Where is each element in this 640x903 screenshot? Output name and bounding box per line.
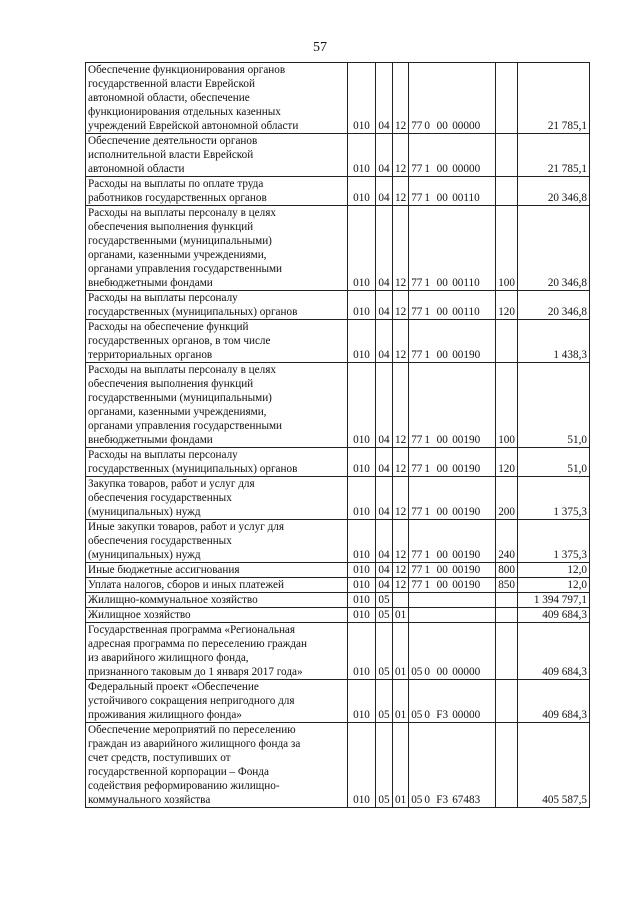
row-name: Расходы на выплаты персоналу государственных (муниципальных) органов [86, 448, 348, 477]
cs-part-subprogram: 0 [424, 794, 430, 806]
table-row [86, 177, 590, 206]
row-section-code: 04 [376, 363, 393, 448]
row-name: Расходы на выплаты по оплате труда работников государственных органов [86, 177, 348, 206]
row-section-code: 05 [376, 623, 393, 680]
cs-part-expense: 00190 [452, 564, 481, 576]
row-expense-type-code: 200 [496, 477, 518, 520]
row-target-article-code [409, 320, 496, 363]
row-target-article-code [409, 477, 496, 520]
cs-part-expense: 67483 [452, 794, 481, 806]
cs-part-subprogram: 1 [424, 163, 430, 175]
cs-part-subprogram: 1 [424, 277, 430, 289]
cs-part-program: 77 [411, 192, 423, 204]
cs-part-program: 77 [411, 549, 423, 561]
row-expense-type-code: 800 [496, 563, 518, 578]
cs-part-direction: 00 [436, 349, 448, 361]
row-subsection-code: 12 [393, 448, 409, 477]
row-amount: 51,0 [517, 448, 589, 477]
row-amount: 405 587,5 [517, 723, 589, 808]
row-name: Жилищно-коммунальное хозяйство [86, 593, 348, 608]
table-row [86, 593, 590, 608]
row-expense-type-code: 120 [496, 291, 518, 320]
table-row [86, 320, 590, 363]
budget-table [85, 62, 590, 808]
row-section-code: 04 [376, 520, 393, 563]
cs-part-expense: 00000 [452, 666, 481, 678]
table-row [86, 520, 590, 563]
row-ministry-code: 010 [348, 608, 376, 623]
cs-part-expense: 00190 [452, 549, 481, 561]
row-subsection-code: 12 [393, 134, 409, 177]
page-number: 57 [313, 40, 327, 55]
cs-part-direction: 00 [436, 434, 448, 446]
row-expense-type-code [496, 320, 518, 363]
cs-part-subprogram: 1 [424, 306, 430, 318]
table-row [86, 448, 590, 477]
table-row [86, 291, 590, 320]
cs-part-subprogram: 1 [424, 579, 430, 591]
cs-part-expense: 00110 [452, 192, 480, 204]
row-target-article-code [409, 363, 496, 448]
cs-part-expense: 00190 [452, 463, 481, 475]
table-row [86, 623, 590, 680]
row-expense-type-code: 850 [496, 578, 518, 593]
row-section-code: 04 [376, 63, 393, 134]
cs-part-subprogram: 0 [424, 120, 430, 132]
table-row [86, 363, 590, 448]
cs-part-program: 77 [411, 564, 423, 576]
row-subsection-code: 12 [393, 206, 409, 291]
row-ministry-code: 010 [348, 63, 376, 134]
row-amount: 12,0 [517, 563, 589, 578]
table-row [86, 206, 590, 291]
row-amount: 20 346,8 [517, 206, 589, 291]
row-ministry-code: 010 [348, 578, 376, 593]
cs-part-program: 77 [411, 120, 423, 132]
row-expense-type-code: 100 [496, 206, 518, 291]
row-target-article-code [409, 291, 496, 320]
row-expense-type-code [496, 623, 518, 680]
row-ministry-code: 010 [348, 723, 376, 808]
cs-part-expense: 00190 [452, 579, 481, 591]
cs-part-direction: F3 [436, 709, 449, 721]
row-target-article-code [409, 448, 496, 477]
row-section-code: 04 [376, 563, 393, 578]
row-ministry-code: 010 [348, 206, 376, 291]
cs-part-direction: 00 [436, 506, 448, 518]
row-ministry-code: 010 [348, 563, 376, 578]
row-subsection-code [393, 593, 409, 608]
row-name: Жилищное хозяйство [86, 608, 348, 623]
row-ministry-code: 010 [348, 623, 376, 680]
table-row [86, 608, 590, 623]
row-name: Закупка товаров, работ и услуг для обеспечения государственных (муниципальных) нужд [86, 477, 348, 520]
row-expense-type-code: 100 [496, 363, 518, 448]
row-expense-type-code: 240 [496, 520, 518, 563]
row-section-code: 04 [376, 206, 393, 291]
cs-part-program: 77 [411, 306, 423, 318]
row-ministry-code: 010 [348, 320, 376, 363]
row-name: Расходы на выплаты персоналу в целях обеспечения выполнения функций государственными (муниципальными) органами, казенными учреждениями, органами управления государственными внебюджетными фондами [86, 206, 348, 291]
row-expense-type-code [496, 134, 518, 177]
cs-part-program: 77 [411, 579, 423, 591]
table-row [86, 63, 590, 134]
row-ministry-code: 010 [348, 291, 376, 320]
row-amount: 20 346,8 [517, 291, 589, 320]
row-section-code: 04 [376, 134, 393, 177]
cs-part-subprogram: 0 [424, 666, 430, 678]
table-row [86, 680, 590, 723]
cs-part-expense: 00000 [452, 709, 481, 721]
row-amount: 20 346,8 [517, 177, 589, 206]
row-section-code: 04 [376, 320, 393, 363]
table-row [86, 578, 590, 593]
row-subsection-code: 12 [393, 320, 409, 363]
cs-part-expense: 00190 [452, 506, 481, 518]
row-ministry-code: 010 [348, 477, 376, 520]
row-target-article-code [409, 723, 496, 808]
row-section-code: 04 [376, 578, 393, 593]
row-section-code: 05 [376, 723, 393, 808]
row-section-code: 04 [376, 448, 393, 477]
row-target-article-code [409, 593, 496, 608]
row-subsection-code: 12 [393, 177, 409, 206]
row-target-article-code [409, 680, 496, 723]
row-amount: 409 684,3 [517, 680, 589, 723]
cs-part-program: 77 [411, 463, 423, 475]
cs-part-program: 77 [411, 506, 423, 518]
row-target-article-code [409, 608, 496, 623]
cs-part-program: 77 [411, 349, 423, 361]
cs-part-program: 77 [411, 434, 423, 446]
table-body [86, 63, 590, 808]
cs-part-direction: 00 [436, 306, 448, 318]
row-subsection-code: 12 [393, 477, 409, 520]
row-name: Расходы на выплаты персоналу в целях обеспечения выполнения функций государственными (муниципальными) органами, казенными учреждениями, органами управления государственными внебюджетными фондами [86, 363, 348, 448]
table-row [86, 563, 590, 578]
row-subsection-code: 12 [393, 578, 409, 593]
row-name: Обеспечение деятельности органов исполнительной власти Еврейской автономной области [86, 134, 348, 177]
row-target-article-code [409, 206, 496, 291]
row-amount: 409 684,3 [517, 623, 589, 680]
cs-part-expense: 00190 [452, 434, 481, 446]
cs-part-direction: F3 [436, 794, 449, 806]
row-name: Расходы на обеспечение функций государственных органов, в том числе территориальных органов [86, 320, 348, 363]
cs-part-subprogram: 1 [424, 349, 430, 361]
row-expense-type-code: 120 [496, 448, 518, 477]
row-amount: 12,0 [517, 578, 589, 593]
row-expense-type-code [496, 723, 518, 808]
row-amount: 1 375,3 [517, 520, 589, 563]
row-ministry-code: 010 [348, 680, 376, 723]
row-section-code: 04 [376, 291, 393, 320]
cs-part-expense: 00110 [452, 306, 480, 318]
row-section-code: 05 [376, 608, 393, 623]
row-expense-type-code [496, 608, 518, 623]
row-amount: 1 375,3 [517, 477, 589, 520]
row-target-article-code [409, 623, 496, 680]
cs-part-subprogram: 1 [424, 434, 430, 446]
cs-part-direction: 00 [436, 463, 448, 475]
row-subsection-code: 12 [393, 563, 409, 578]
row-ministry-code: 010 [348, 363, 376, 448]
row-subsection-code: 01 [393, 623, 409, 680]
row-name: Государственная программа «Региональная адресная программа по переселению граждан из аварийного жилищного фонда, признанного таковым до 1 января 2017 года» [86, 623, 348, 680]
row-ministry-code: 010 [348, 520, 376, 563]
cs-part-subprogram: 1 [424, 506, 430, 518]
row-name: Обеспечение функционирования органов государственной власти Еврейской автономной области, обеспечение функционирования отдельных казенных учреждений Еврейской автономной области [86, 63, 348, 134]
cs-part-expense: 00000 [452, 120, 481, 132]
row-subsection-code: 12 [393, 520, 409, 563]
row-amount: 1 438,3 [517, 320, 589, 363]
cs-part-program: 77 [411, 277, 423, 289]
table-row [86, 134, 590, 177]
cs-part-direction: 00 [436, 277, 448, 289]
row-name: Расходы на выплаты персоналу государственных (муниципальных) органов [86, 291, 348, 320]
row-section-code: 04 [376, 177, 393, 206]
cs-part-program: 05 [411, 666, 423, 678]
row-subsection-code: 01 [393, 723, 409, 808]
table-row [86, 723, 590, 808]
cs-part-subprogram: 1 [424, 463, 430, 475]
row-amount: 51,0 [517, 363, 589, 448]
table-row [86, 477, 590, 520]
row-ministry-code: 010 [348, 177, 376, 206]
cs-part-expense: 00000 [452, 163, 481, 175]
cs-part-subprogram: 1 [424, 192, 430, 204]
row-subsection-code: 12 [393, 363, 409, 448]
row-amount: 1 394 797,1 [517, 593, 589, 608]
row-ministry-code: 010 [348, 134, 376, 177]
cs-part-direction: 00 [436, 163, 448, 175]
cs-part-program: 05 [411, 709, 423, 721]
row-section-code: 05 [376, 680, 393, 723]
row-name: Иные закупки товаров, работ и услуг для обеспечения государственных (муниципальных) нужд [86, 520, 348, 563]
row-subsection-code: 01 [393, 680, 409, 723]
row-section-code: 04 [376, 477, 393, 520]
row-expense-type-code [496, 63, 518, 134]
row-target-article-code [409, 578, 496, 593]
row-name: Иные бюджетные ассигнования [86, 563, 348, 578]
cs-part-direction: 00 [436, 192, 448, 204]
row-expense-type-code [496, 177, 518, 206]
row-subsection-code: 12 [393, 291, 409, 320]
row-ministry-code: 010 [348, 448, 376, 477]
row-target-article-code [409, 63, 496, 134]
row-expense-type-code [496, 680, 518, 723]
row-name: Федеральный проект «Обеспечение устойчивого сокращения непригодного для проживания жилищного фонда» [86, 680, 348, 723]
cs-part-direction: 00 [436, 120, 448, 132]
row-subsection-code: 12 [393, 63, 409, 134]
cs-part-subprogram: 1 [424, 549, 430, 561]
row-target-article-code [409, 134, 496, 177]
row-section-code: 05 [376, 593, 393, 608]
row-target-article-code [409, 177, 496, 206]
row-subsection-code: 01 [393, 608, 409, 623]
row-ministry-code: 010 [348, 593, 376, 608]
cs-part-expense: 00110 [452, 277, 480, 289]
row-amount: 409 684,3 [517, 608, 589, 623]
row-target-article-code [409, 563, 496, 578]
cs-part-expense: 00190 [452, 349, 481, 361]
cs-part-subprogram: 0 [424, 709, 430, 721]
cs-part-program: 05 [411, 794, 423, 806]
row-amount: 21 785,1 [517, 134, 589, 177]
cs-part-subprogram: 1 [424, 564, 430, 576]
cs-part-direction: 00 [436, 579, 448, 591]
cs-part-program: 77 [411, 163, 423, 175]
cs-part-direction: 00 [436, 666, 448, 678]
row-target-article-code [409, 520, 496, 563]
row-expense-type-code [496, 593, 518, 608]
row-amount: 21 785,1 [517, 63, 589, 134]
cs-part-direction: 00 [436, 564, 448, 576]
cs-part-direction: 00 [436, 549, 448, 561]
row-name: Уплата налогов, сборов и иных платежей [86, 578, 348, 593]
row-name: Обеспечение мероприятий по переселению граждан из аварийного жилищного фонда за счет средств, поступивших от государственной корпорации – Фонда содействия реформированию жилищно- коммунального хозяйства [86, 723, 348, 808]
